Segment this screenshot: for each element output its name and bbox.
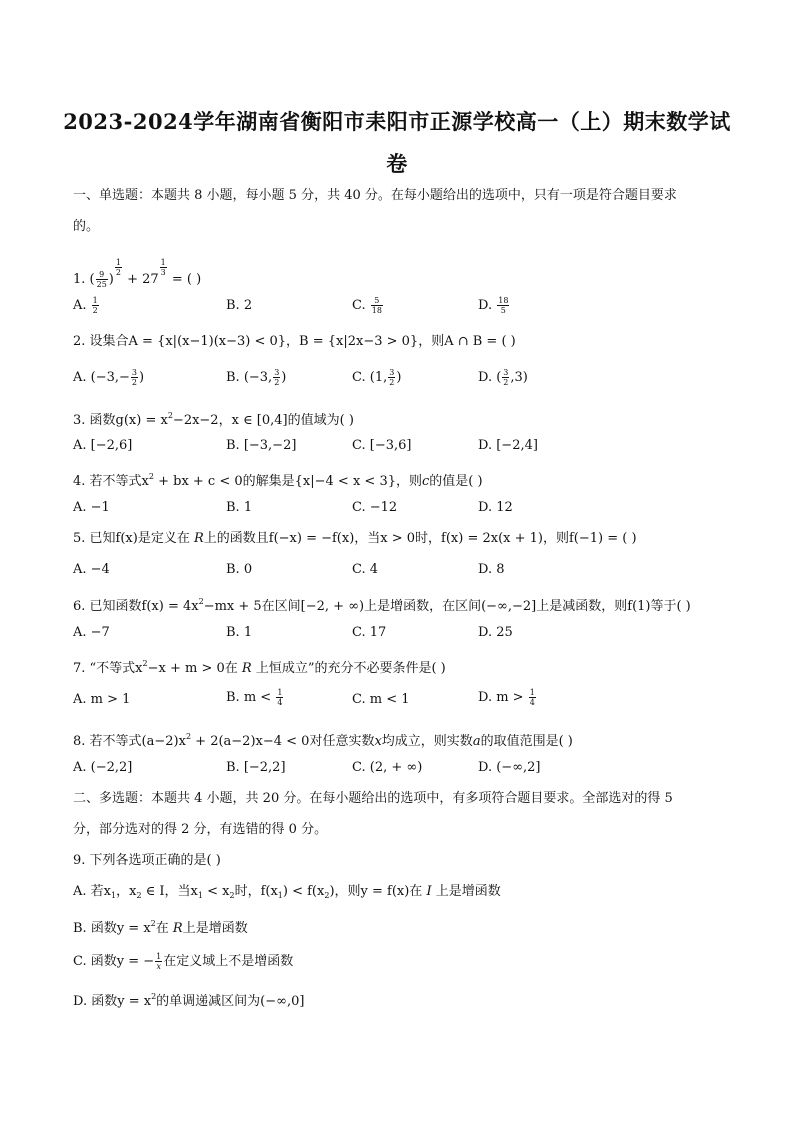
q4-option-c: C. −12 [352, 500, 398, 515]
q9-option-c: C. 函数y = − $\frac{1}{x}$ 在定义域上不是增函数 [73, 952, 294, 971]
section2-instruction-line2: 分，部分选对的得 2 分，有选错的得 0 分。 [73, 822, 328, 837]
question-3: 3. 函数$g(x) = x^2-2x-2$，x ∈ [0,4]的值域为( ) [73, 411, 354, 428]
question-9: 9. 下列各选项正确的是( ) [73, 853, 221, 868]
question-4: 4. 若不等式$x^2$ + bx + c < 0的解集是{x|−4 < x < 3}，则c的值是( ) [73, 472, 483, 489]
q5-option-b: B. 0 [226, 562, 253, 577]
q2-option-a: A. (−3,− $\frac{3}{2}$ ) [73, 368, 145, 387]
section1-instruction-line2: 的。 [73, 219, 100, 234]
q8-option-a: A. (−2,2] [73, 760, 133, 775]
q3-option-b: B. [−3,−2] [226, 438, 297, 453]
q7-option-a: A. m > 1 [73, 692, 131, 707]
q7-option-d: D. m > $\frac{1}{4}$ [478, 688, 535, 707]
q3-option-a: A. [−2,6] [73, 438, 133, 453]
q2-option-b: B. (−3, $\frac{3}{2}$ ) [226, 368, 287, 387]
question-6: 6. 已知函数$f(x) = 4x^2-mx + 5$在区间[−2, + ∞)上是增函数，在区间(−∞,−2]上是减函数，则f(1)等于( ) [73, 597, 691, 614]
exam-title-line2: 卷 [386, 151, 408, 176]
q6-option-d: D. 25 [478, 625, 513, 640]
q6-option-a: A. −7 [73, 625, 110, 640]
q1-option-c: C. $\frac{5}{18}$ [352, 296, 382, 315]
q6-option-c: C. 17 [352, 625, 387, 640]
fraction: $\frac{9}{25}$ [96, 270, 107, 289]
q7-option-c: C. m < 1 [352, 692, 410, 707]
question-5: 5. 已知f(x)是定义在 R上的函数且f(−x) = −f(x)，当x > 0时，f(x) = 2x(x + 1)，则f(−1) = ( ) [73, 531, 637, 546]
section2-instruction-line1: 二、多选题：本题共 4 小题，共 20 分。在每小题给出的选项中，有多项符合题目要求。全部选对的得 5 [73, 791, 673, 806]
q2-option-d: D. ( $\frac{3}{2}$ ,3) [478, 368, 528, 387]
q4-option-a: A. −1 [73, 500, 110, 515]
section1-instruction-line1: 一、单选题：本题共 8 小题，每小题 5 分，共 40 分。在每小题给出的选项中，只有一项是符合题目要求 [73, 188, 677, 203]
exam-title-line1: 2023-2024学年湖南省衡阳市耒阳市正源学校高一（上）期末数学试 [63, 109, 731, 134]
q8-option-c: C. (2, + ∞) [352, 760, 423, 775]
q4-option-d: D. 12 [478, 500, 513, 515]
q3-option-d: D. [−2,4] [478, 438, 538, 453]
q2-option-c: C. (1, $\frac{3}{2}$ ) [352, 368, 402, 387]
q1-option-a: A. $\frac{1}{2}$ [73, 296, 98, 315]
q4-option-b: B. 1 [226, 500, 253, 515]
q1-option-b: B. 2 [226, 298, 253, 313]
q1-option-d: D. $\frac{18}{5}$ [478, 296, 509, 315]
question-1: 1. ( $\frac{9}{25}$ ) $\frac{1}{2}$ + 27 $\frac{1}{3}$ = ( ) [73, 258, 202, 289]
q5-option-c: C. 4 [352, 562, 379, 577]
q8-option-d: D. (−∞,2] [478, 760, 541, 775]
q5-option-a: A. −4 [73, 562, 110, 577]
q9-option-a: A. 若$x_1$，$x_2$ ∈ I，当$x_1 < x_2$时，$f(x_1) < f(x_2)$，则y = f(x)在 I 上是增函数 [73, 884, 501, 900]
question-2: 2. 设集合A = {x|(x−1)(x−3) < 0}，B = {x|2x−3 > 0}，则A ∩ B = ( ) [73, 334, 516, 349]
q8-option-b: B. [−2,2] [226, 760, 286, 775]
q6-option-b: B. 1 [226, 625, 253, 640]
q9-option-b: B. 函数$y = x^2$在 R上是增函数 [73, 919, 248, 936]
q7-option-b: B. m < $\frac{1}{4}$ [226, 688, 283, 707]
exponent-fraction: $\frac{1}{3}$ [160, 258, 166, 277]
q9-option-d: D. 函数$y = x^2$的单调递减区间为(−∞,0] [73, 992, 305, 1009]
q3-option-c: C. [−3,6] [352, 438, 412, 453]
question-7: 7. “不等式$x^2-x + m > 0$在 R 上恒成立”的充分不必要条件是( ) [73, 659, 446, 676]
q5-option-d: D. 8 [478, 562, 505, 577]
exponent-fraction: $\frac{1}{2}$ [115, 258, 121, 277]
question-8: 8. 若不等式$(a-2)x^2 + 2(a-2)x-4 < 0$对任意实数x均成立，则实数a的取值范围是( ) [73, 732, 573, 749]
